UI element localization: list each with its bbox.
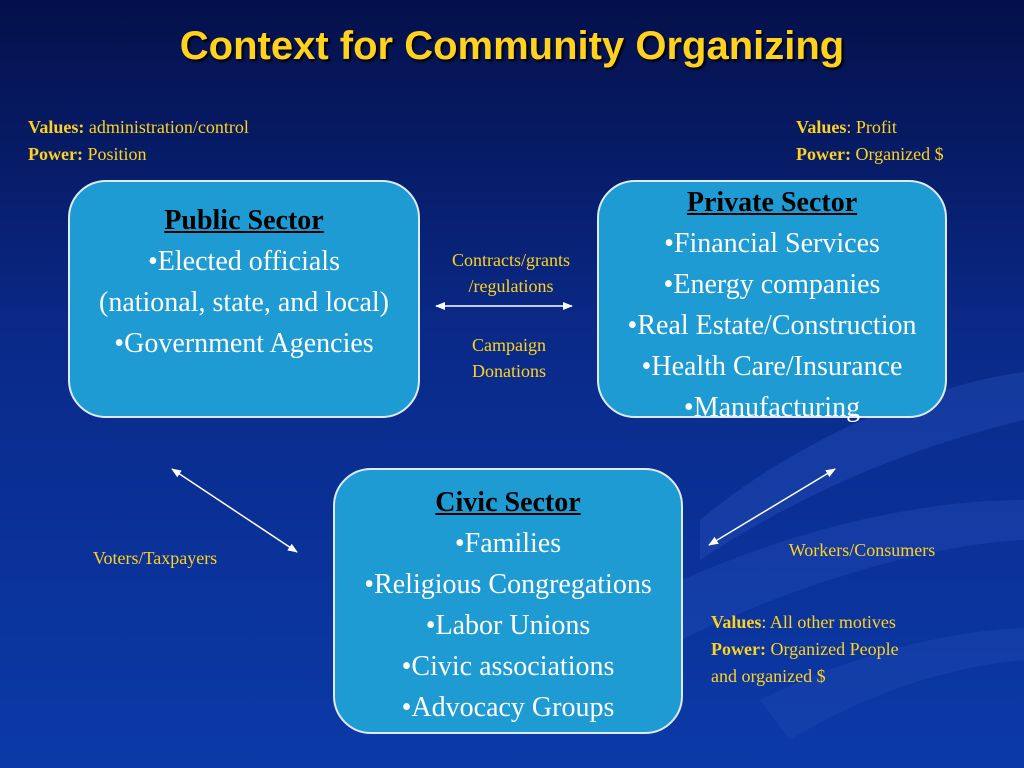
list-item: •Manufacturing xyxy=(683,392,861,423)
voters-taxpayers-label: Voters/Taxpayers xyxy=(92,548,218,568)
list-item: •Religious Congregations xyxy=(364,569,652,600)
values-label: Values xyxy=(796,117,847,137)
power-label: Power: xyxy=(796,144,851,164)
public-civic-arrow xyxy=(172,469,297,552)
power-label: Power: xyxy=(711,639,766,659)
values-label: Values: xyxy=(28,117,85,137)
private-sector-heading: Private Sector xyxy=(686,187,858,218)
civic-sector-heading: Civic Sector xyxy=(435,487,581,518)
power-label: Power: xyxy=(28,144,83,164)
list-item: •Real Estate/Construction xyxy=(627,310,917,341)
list-item: •Government Agencies xyxy=(114,328,374,359)
list-item: •Elected officials xyxy=(148,246,340,277)
power-text: Organized People xyxy=(765,639,899,659)
list-item: •Labor Unions xyxy=(425,610,591,641)
public-sector-heading: Public Sector xyxy=(164,205,324,236)
campaign-label-line1: Campaign xyxy=(472,335,546,355)
workers-consumers-label: Workers/Consumers xyxy=(788,540,936,560)
list-item: •Families xyxy=(454,528,562,559)
list-item: •Civic associations xyxy=(401,651,615,682)
list-item: •Financial Services xyxy=(664,228,880,259)
values-text: : Profit xyxy=(846,117,897,137)
list-item: •Health Care/Insurance xyxy=(641,351,903,382)
power-text: Organized $ xyxy=(850,144,944,164)
power-text-continued: and organized $ xyxy=(711,666,826,686)
campaign-label-line2: Donations xyxy=(472,361,546,381)
values-text: : All other motives xyxy=(761,612,896,632)
list-item: •Energy companies xyxy=(663,269,881,300)
values-text: administration/control xyxy=(84,117,249,137)
contracts-label-line2: /regulations xyxy=(468,276,554,296)
private-civic-arrow xyxy=(709,469,835,545)
power-text: Position xyxy=(82,144,147,164)
contracts-label-line1: Contracts/grants xyxy=(452,250,570,270)
values-label: Values xyxy=(711,612,762,632)
list-item: •Advocacy Groups xyxy=(401,692,615,723)
campaign-donations-label xyxy=(426,332,592,384)
contracts-label xyxy=(426,247,596,299)
list-item: (national, state, and local) xyxy=(99,287,389,318)
page-title: Context for Community Organizing xyxy=(179,24,845,68)
